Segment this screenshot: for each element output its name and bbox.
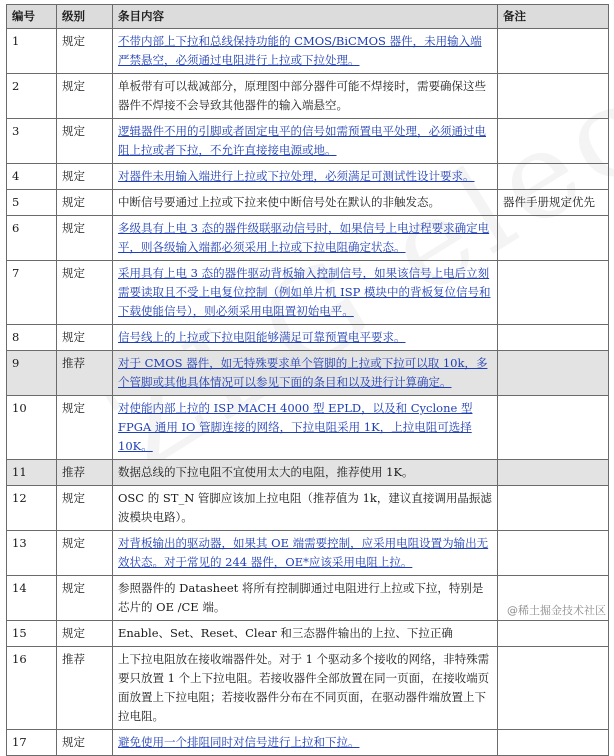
rule-text: Enable、Set、Reset、Clear 和三态器件输出的上拉、下拉正确 — [118, 626, 453, 640]
row-level: 推荐 — [57, 351, 113, 396]
header-note: 备注 — [498, 5, 609, 29]
rule-link[interactable]: 对背板输出的驱动器，如果其 OE 端需要控制，应采用电阻设置为输出无效状态。对于常见的 244 器件，OE*应该采用电阻上拉。 — [118, 536, 489, 569]
rule-link[interactable]: 采用具有上电 3 态的器件驱动背板输入控制信号，如果该信号上电后立刻需要读取且不受上电复位控制（例如单片机 ISP 模块中的背板复位信号和下载使能信号），则必须采用电阻置初始电平。 — [118, 266, 491, 318]
row-level: 规定 — [57, 261, 113, 325]
site-credit: @稀土掘金技术社区 — [507, 604, 606, 617]
row-number: 4 — [7, 164, 57, 190]
row-content-cell — [113, 486, 498, 531]
row-content-cell — [113, 531, 498, 576]
row-level: 规定 — [57, 74, 113, 119]
row-number: 8 — [7, 325, 57, 351]
table-row — [7, 351, 609, 396]
header-num: 编号 — [7, 5, 57, 29]
rule-link[interactable]: 避免使用一个排阻同时对信号进行上拉和下拉。 — [118, 735, 360, 749]
table-row — [7, 216, 609, 261]
row-number: 12 — [7, 486, 57, 531]
row-level: 推荐 — [57, 460, 113, 486]
rule-text: 参照器件的 Datasheet 将所有控制脚通过电阻进行上拉或下拉，特别是芯片的 OE /CE 端。 — [118, 581, 484, 614]
row-content-cell — [113, 29, 498, 74]
table-row — [7, 730, 609, 756]
row-content-cell — [113, 164, 498, 190]
row-number: 15 — [7, 621, 57, 647]
row-number: 3 — [7, 119, 57, 164]
row-number: 2 — [7, 74, 57, 119]
row-note — [498, 460, 609, 486]
row-level: 规定 — [57, 325, 113, 351]
row-level: 规定 — [57, 396, 113, 460]
rule-text: 中断信号要通过上拉或下拉来使中断信号处在默认的非触发态。 — [118, 195, 440, 209]
row-content-cell — [113, 119, 498, 164]
row-number: 14 — [7, 576, 57, 621]
rule-text: 数据总线的下拉电阻不宜使用太大的电阻，推荐使用 1K。 — [118, 465, 414, 479]
row-number: 17 — [7, 730, 57, 756]
row-level: 规定 — [57, 576, 113, 621]
row-content-cell — [113, 261, 498, 325]
rule-link[interactable]: 逻辑器件不用的引脚或者固定电平的信号如需预置电平处理，必须通过电阻上拉或者下拉，不允许直接接电源或地。 — [118, 124, 486, 157]
row-level: 规定 — [57, 486, 113, 531]
row-number: 5 — [7, 190, 57, 216]
table-row — [7, 647, 609, 730]
row-level: 规定 — [57, 216, 113, 261]
rule-link[interactable]: 不带内部上下拉和总线保持功能的 CMOS/BiCMOS 器件，未用输入端严禁悬空，必须通过电阻进行上拉或下拉处理。 — [118, 34, 482, 67]
row-note — [498, 351, 609, 396]
row-level: 规定 — [57, 621, 113, 647]
row-number: 16 — [7, 647, 57, 730]
rule-link[interactable]: 信号线上的上拉或下拉电阻能够满足可靠预置电平要求。 — [118, 330, 406, 344]
header-content: 条目内容 — [113, 5, 498, 29]
document-page — [6, 4, 608, 756]
row-note — [498, 647, 609, 730]
header-level: 级别 — [57, 5, 113, 29]
row-note — [498, 486, 609, 531]
row-content-cell — [113, 730, 498, 756]
row-content-cell — [113, 396, 498, 460]
row-level: 推荐 — [57, 647, 113, 730]
row-content-cell — [113, 460, 498, 486]
rule-link[interactable]: 对于 CMOS 器件，如无特殊要求单个管脚的上拉或下拉可以取 10k，多个管脚或其他具体情况可以参见下面的条目和以及进行计算确定。 — [118, 356, 488, 389]
row-note: 器件手册规定优先 — [498, 190, 609, 216]
table-row — [7, 531, 609, 576]
row-number: 7 — [7, 261, 57, 325]
row-level: 规定 — [57, 190, 113, 216]
row-level: 规定 — [57, 164, 113, 190]
row-number: 10 — [7, 396, 57, 460]
row-number: 1 — [7, 29, 57, 74]
table-row — [7, 261, 609, 325]
table-row — [7, 460, 609, 486]
row-content-cell — [113, 325, 498, 351]
row-note — [498, 531, 609, 576]
row-number: 11 — [7, 460, 57, 486]
row-note — [498, 29, 609, 74]
table-row — [7, 29, 609, 74]
rule-text: 单板带有可以裁减部分，原理图中部分器件可能不焊接时，需要确保这些器件不焊接不会导致其他器件的输入端悬空。 — [118, 79, 486, 112]
row-note — [498, 261, 609, 325]
row-content-cell — [113, 576, 498, 621]
row-content-cell — [113, 216, 498, 261]
row-content-cell — [113, 647, 498, 730]
row-note — [498, 325, 609, 351]
table-row — [7, 74, 609, 119]
table-row — [7, 190, 609, 216]
table-row — [7, 119, 609, 164]
table-row — [7, 486, 609, 531]
row-note — [498, 216, 609, 261]
row-level: 规定 — [57, 730, 113, 756]
row-note — [498, 730, 609, 756]
table-row — [7, 164, 609, 190]
row-content-cell — [113, 351, 498, 396]
row-content-cell — [113, 190, 498, 216]
row-number: 9 — [7, 351, 57, 396]
table-row — [7, 621, 609, 647]
table-row — [7, 396, 609, 460]
row-level: 规定 — [57, 531, 113, 576]
row-level: 规定 — [57, 119, 113, 164]
rule-link[interactable]: 对使能内部上拉的 ISP MACH 4000 型 EPLD，以及和 Cyclone 型 FPGA 通用 IO 管脚连接的网络，下拉电阻采用 1K，上拉电阻可选择 10K。 — [118, 401, 473, 453]
row-note — [498, 119, 609, 164]
row-number: 13 — [7, 531, 57, 576]
row-note — [498, 74, 609, 119]
row-content-cell — [113, 74, 498, 119]
rule-text: 上下拉电阻放在接收端器件处。对于 1 个驱动多个接收的网络，非特殊需要只放置 1 个上下拉电阻。若接收器件全部放置在同一页面，在接收端页面放置上下拉电阻；若接收器件分布在不同页面，在驱动器件端放置上下拉电阻。 — [118, 652, 490, 723]
row-note — [498, 164, 609, 190]
rules-table — [6, 4, 609, 756]
row-content-cell — [113, 621, 498, 647]
rule-link[interactable]: 多级具有上电 3 态的器件级联驱动信号时，如果信号上电过程要求确定电平，则各级输入端都必须采用上拉或下拉电阻确定状态。 — [118, 221, 490, 254]
table-row — [7, 325, 609, 351]
row-level: 规定 — [57, 29, 113, 74]
row-note — [498, 621, 609, 647]
row-number: 6 — [7, 216, 57, 261]
table-header-row — [7, 5, 609, 29]
row-note — [498, 396, 609, 460]
rule-link[interactable]: 对器件未用输入端进行上拉或下拉处理，必须满足可测试性设计要求。 — [118, 169, 475, 183]
rule-text: OSC 的 ST_N 管脚应该加上拉电阻（推荐值为 1k，建议直接调用晶振滤波模块电路）。 — [118, 491, 492, 524]
